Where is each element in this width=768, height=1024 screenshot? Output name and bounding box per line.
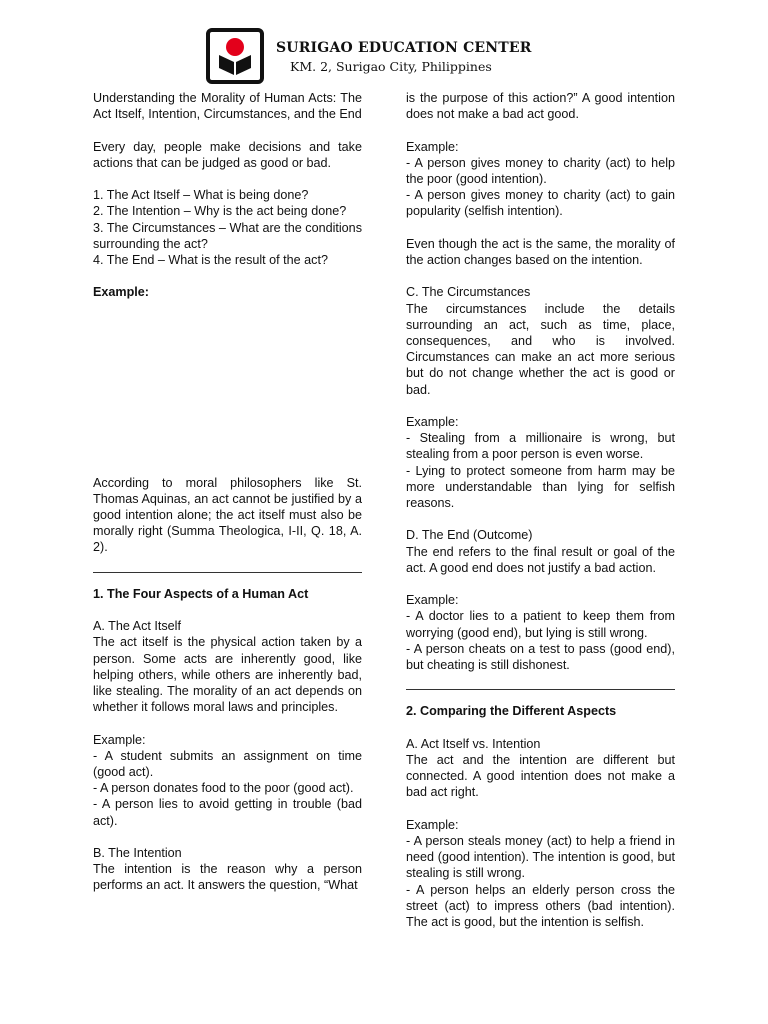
list-item: 3. The Circumstances – What are the conditions surrounding the act? [93, 220, 362, 251]
example-label: Example: [406, 817, 459, 832]
act-itself-paragraph: The act itself is the physical action taken by a person. Some acts are inherently good, like helping others, while others are inherently bad, like stealing. The morality of an act depends on whether it follows moral laws and principles. [93, 635, 362, 715]
list-item: - A person helps an elderly person cross the street (act) to impress others (bad intention). The act is good, but the intention is selfish. [406, 882, 675, 930]
blank-example-area [93, 301, 362, 475]
list-item: - Stealing from a millionaire is wrong, but stealing from a poor person is even worse. [406, 431, 675, 462]
intention-paragraph-continued: is the purpose of this action?” A good intention does not make a bad act good. [406, 91, 675, 122]
org-name: SURIGAO EDUCATION CENTER [276, 40, 532, 56]
subsection-heading: A. The Act Itself [93, 619, 181, 634]
list-item: - A doctor lies to a patient to keep them from worrying (good end), but lying is still wrong. [406, 609, 675, 640]
school-logo [206, 28, 264, 84]
list-item: - A person gives money to charity (act) to gain popularity (selfish intention). [406, 188, 675, 219]
aquinas-paragraph: According to moral philosophers like St. Thomas Aquinas, an act cannot be justified by a good intention alone; the act itself must also be morally right (Summa Theologica, I-II, Q. 18, A. 2). [93, 475, 362, 555]
example-label: Example: [406, 415, 459, 429]
document-title: Understanding the Morality of Human Acts: The Act Itself, Intention, Circumstances, and the End [93, 91, 362, 122]
list-item: - A person cheats on a test to pass (good end), but cheating is still dishonest. [406, 641, 675, 673]
left-column [93, 90, 362, 894]
subsection-heading: B. The Intention [93, 846, 182, 860]
intro-paragraph: Every day, people make decisions and take actions that can be judged as good or bad. [93, 139, 362, 170]
list-item: - Lying to protect someone from harm may be more understandable than lying for selfish reasons. [406, 463, 675, 511]
document-header [206, 28, 532, 86]
compare-paragraph: The act and the intention are different but connected. A good intention does not make a bad act right. [406, 753, 675, 800]
intention-summary: Even though the act is the same, the morality of the action changes based on the intention. [406, 236, 675, 267]
list-item: 2. The Intention – Why is the act being done? [93, 204, 347, 219]
circumstances-paragraph: The circumstances include the details surrounding an act, such as time, place, consequences, and who is involved. Circumstances can make an act more serious but do not change whether the act is good or bad. [406, 301, 675, 397]
list-item: - A person gives money to charity (act) to help the poor (good intention). [406, 155, 675, 186]
list-item: - A student submits an assignment on time (good act). [93, 748, 362, 779]
list-item: - A person donates food to the poor (good act). [93, 781, 354, 796]
list-item: - A person lies to avoid getting in trouble (bad act). [93, 797, 362, 828]
org-address: KM. 2, Surigao City, Philippines [290, 59, 492, 74]
subsection-heading: A. Act Itself vs. Intention [406, 736, 541, 751]
list-item: 1. The Act Itself – What is being done? [93, 188, 309, 203]
example-label: Example: [406, 139, 459, 154]
example-heading: Example: [93, 285, 149, 300]
section-heading: 2. Comparing the Different Aspects [406, 704, 617, 719]
example-label: Example: [406, 593, 459, 608]
subsection-heading: C. The Circumstances [406, 285, 531, 300]
intention-paragraph: The intention is the reason why a person performs an act. It answers the question, “What [93, 862, 362, 893]
book-and-circle-icon [213, 35, 257, 77]
list-item: - A person steals money (act) to help a friend in need (good intention). The intention is good, but stealing is still wrong. [406, 834, 675, 881]
end-paragraph: The end refers to the final result or goal of the act. A good end does not justify a bad action. [406, 544, 675, 575]
section-heading: 1. The Four Aspects of a Human Act [93, 586, 309, 601]
list-item: 4. The End – What is the result of the act? [93, 253, 328, 267]
subsection-heading: D. The End (Outcome) [406, 528, 533, 543]
right-column [406, 90, 675, 930]
example-label: Example: [93, 732, 146, 747]
